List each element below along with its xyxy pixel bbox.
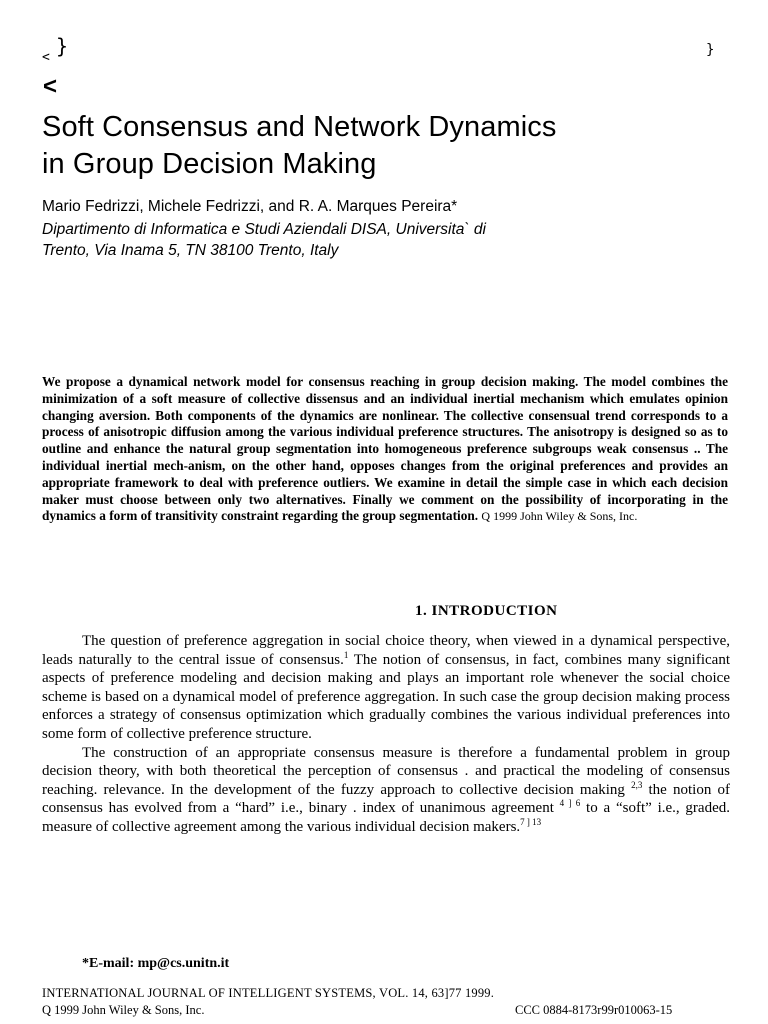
abstract-text: We propose a dynamical network model for consensus reaching in group decision making. The model combines the minimization of a soft measure of collective dissensus and an individual inertial mechanism which emulates opinion changing aversion. Both components of the dynamics are nonlinear. The collective consensual trend corresponds to a process of anisotropic diffusion among the various individual preference structures. The anisotropy is designed so as to outline and enhance the natural group segmentation into homogeneous preference subgroups weak consensus .. The individual inertial mech-anism, on the other hand, opposes changes from the original preferences and provides an appropriate framework to deal with preference outliers. We examine in detail the simple case in which each decision maker must choose between only two alternatives. Finally we comment on the possibility of incorporating in the dynamics a form of transitivity constraint regarding the group segmentation. xyxy=(42,374,728,524)
paragraph-1-text-b: The notion of consensus, in fact, combines many significant aspects of preference modeling and decision making and plays an important role whenever the social choice scheme is based on a dynamical model of preference aggregation. In such case the group decision making process enforces a strategy of consensus optimization which gradually combines the various individual preferences into some form of collective preference structure. xyxy=(42,651,730,742)
citation-1: 1 xyxy=(343,649,349,660)
paragraph-1-text-a: The question of preference aggregation in social choice theory, when viewed in a dynamical perspective, leads naturally to the central issue of consensus. xyxy=(42,633,730,668)
paper-title-line2: in Group Decision Making xyxy=(42,148,377,180)
affiliation-line1: Dipartimento di Informatica e Studi Aziendali DISA, Universita` di xyxy=(42,221,486,238)
header-mark-lt-large: < xyxy=(43,73,58,100)
footer-ccc: CCC 0884-8173r99r010063-15 xyxy=(515,1003,673,1017)
paper-affiliation xyxy=(42,219,486,261)
footer-copyright: Q 1999 John Wiley & Sons, Inc. xyxy=(42,1003,205,1017)
section-body xyxy=(42,632,730,837)
paragraph-2 xyxy=(42,744,730,837)
paragraph-2-text-c: to a “soft” i.e., graded. measure of collective agreement among the various individual decision makers. xyxy=(42,800,730,835)
abstract xyxy=(42,374,728,525)
paper-title xyxy=(42,109,556,183)
header-mark-brace-right: } xyxy=(706,42,715,58)
abstract-copyright: Q 1999 John Wiley & Sons, Inc. xyxy=(481,509,638,524)
paragraph-2-text-a: The construction of an appropriate consensus measure is therefore a fundamental problem in group decision theory, with both theoretical the perception of consensus . and practical the modeling of consensus reaching. relevance. In the development of the fuzzy approach to collective decision making xyxy=(42,744,730,798)
section-heading-introduction: 1. INTRODUCTION xyxy=(415,603,558,619)
paragraph-2-text-b: the notion of consensus has evolved from a “hard” i.e., binary . index of unanimous agreement xyxy=(42,781,730,817)
citation-2-3: 2,3 xyxy=(631,779,643,790)
header-mark-brace-left: } xyxy=(56,34,69,58)
footnote-email: *E-mail: mp@cs.unitn.it xyxy=(82,956,230,971)
affiliation-line2: Trento, Via Inama 5, TN 38100 Trento, Italy xyxy=(42,242,339,259)
citation-4-6: 4 ] 6 xyxy=(559,798,581,809)
journal-line: INTERNATIONAL JOURNAL OF INTELLIGENT SYSTEMS, VOL. 14, 63]77 1999. xyxy=(42,986,495,1000)
paper-title-line1: Soft Consensus and Network Dynamics xyxy=(42,111,557,143)
paper-authors: Mario Fedrizzi, Michele Fedrizzi, and R. A. Marques Pereira* xyxy=(42,198,458,215)
citation-7-13: 7 ] 13 xyxy=(520,816,542,827)
paragraph-1 xyxy=(42,632,730,744)
header-mark-lt-small: < xyxy=(42,50,50,65)
